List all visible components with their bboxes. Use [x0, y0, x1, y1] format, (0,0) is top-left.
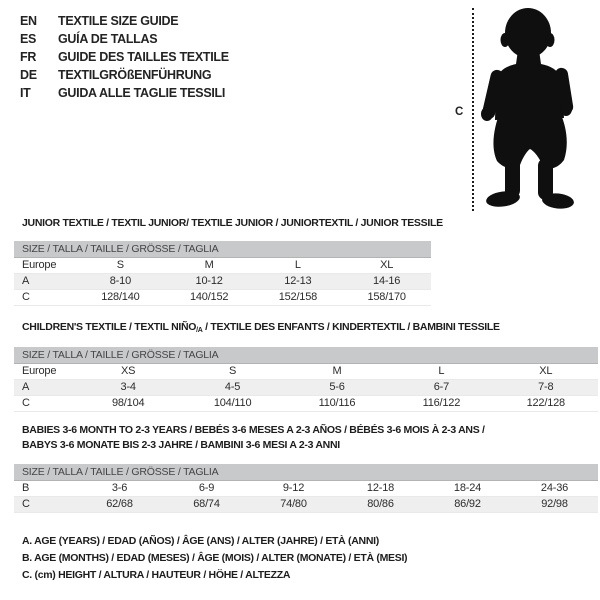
- cell: 62/68: [76, 496, 163, 512]
- cell: 9-12: [250, 480, 337, 496]
- babies-title-line1: BABIES 3-6 MONTH TO 2-3 YEARS / BEBÉS 3-6 MESES A 2-3 AÑOS / BÉBÉS 3-6 MOIS À 2-3 ANS /: [22, 424, 485, 436]
- cell: 74/80: [250, 496, 337, 512]
- cell: 7-8: [494, 379, 598, 395]
- lang-label: GUÍA DE TALLAS: [58, 32, 158, 46]
- lang-label: TEXTILGRÖßENFÜHRUNG: [58, 68, 212, 82]
- row-label: Europe: [14, 257, 76, 273]
- row-label: Europe: [14, 363, 76, 379]
- cell: S: [180, 363, 284, 379]
- row-label: A: [14, 273, 76, 289]
- baby-ear-right: [546, 33, 555, 47]
- table-row: [14, 273, 431, 289]
- note-age-months: B. AGE (MONTHS) / EDAD (MESES) / ÂGE (MOIS) / ALTER (MONATE) / ETÀ (MESI): [22, 552, 408, 564]
- lang-code: FR: [20, 50, 37, 64]
- cell: L: [254, 257, 343, 273]
- cell: 4-5: [180, 379, 284, 395]
- baby-ear-left: [501, 33, 510, 47]
- title-post: / TEXTILE DES ENFANTS / KINDERTEXTIL / BAMBINI TESSILE: [202, 321, 500, 333]
- lang-row-it: [20, 84, 229, 102]
- cell: 6-9: [163, 480, 250, 496]
- cell: 14-16: [342, 273, 431, 289]
- row-label: A: [14, 379, 76, 395]
- size-header-bar: SIZE / TALLA / TAILLE / GRÖSSE / TAGLIA: [14, 464, 598, 480]
- cell: 68/74: [163, 496, 250, 512]
- row-label: B: [14, 480, 76, 496]
- note-age-years: A. AGE (YEARS) / EDAD (AÑOS) / ÂGE (ANS) / ALTER (JAHRE) / ETÀ (ANNI): [22, 535, 379, 547]
- children-table-title: [22, 321, 500, 334]
- lang-label: TEXTILE SIZE GUIDE: [58, 14, 179, 28]
- cell: 92/98: [511, 496, 598, 512]
- table-row: [14, 289, 431, 305]
- baby-torso: [495, 50, 564, 120]
- cell: XS: [76, 363, 180, 379]
- baby-silhouette: [478, 6, 596, 212]
- cell: M: [285, 363, 389, 379]
- row-label: C: [14, 496, 76, 512]
- table-row: [14, 395, 598, 411]
- baby-hand-left: [481, 107, 493, 121]
- legend-notes: [22, 533, 407, 584]
- lang-code: DE: [20, 68, 37, 82]
- cell: 3-4: [76, 379, 180, 395]
- row-label: C: [14, 395, 76, 411]
- lang-label: GUIDE DES TAILLES TEXTILE: [58, 50, 229, 64]
- cell: 3-6: [76, 480, 163, 496]
- size-header-bar: SIZE / TALLA / TAILLE / GRÖSSE / TAGLIA: [14, 347, 598, 363]
- babies-table-title: [22, 423, 485, 452]
- table-row: [14, 379, 598, 395]
- cell: XL: [342, 257, 431, 273]
- cell: 158/170: [342, 289, 431, 305]
- cell: S: [76, 257, 165, 273]
- table-row: [14, 496, 598, 512]
- size-header-bar: SIZE / TALLA / TAILLE / GRÖSSE / TAGLIA: [14, 241, 431, 257]
- cell: 10-12: [165, 273, 254, 289]
- cell: 12-13: [254, 273, 343, 289]
- language-list: [20, 12, 229, 102]
- lang-row-en: [20, 12, 229, 30]
- lang-row-fr: [20, 48, 229, 66]
- junior-table-title: JUNIOR TEXTILE / TEXTIL JUNIOR/ TEXTILE JUNIOR / JUNIORTEXTIL / JUNIOR TESSILE: [22, 217, 443, 229]
- children-table: [14, 347, 598, 412]
- cell: 24-36: [511, 480, 598, 496]
- cell: 122/128: [494, 395, 598, 411]
- babies-title-line2: BABYS 3-6 MONATE BIS 2-3 JAHRE / BAMBINI 3-6 MESI A 2-3 ANNI: [22, 438, 340, 451]
- cell: L: [389, 363, 493, 379]
- row-label: C: [14, 289, 76, 305]
- cell: 80/86: [337, 496, 424, 512]
- junior-table: [14, 241, 431, 306]
- cell: M: [165, 257, 254, 273]
- cell: 110/116: [285, 395, 389, 411]
- lang-label: GUIDA ALLE TAGLIE TESSILI: [58, 86, 226, 100]
- cell: 116/122: [389, 395, 493, 411]
- cell: 152/158: [254, 289, 343, 305]
- table-row: [14, 257, 431, 273]
- height-measure-label: C: [455, 106, 464, 118]
- lang-row-de: [20, 66, 229, 84]
- cell: 18-24: [424, 480, 511, 496]
- cell: 128/140: [76, 289, 165, 305]
- table-row: [14, 480, 598, 496]
- title-pre: CHILDREN'S TEXTILE / TEXTIL NIÑO: [22, 321, 197, 333]
- height-dotted-line: [472, 8, 474, 211]
- cell: 104/110: [180, 395, 284, 411]
- table-row: [14, 363, 598, 379]
- baby-hand-right: [560, 102, 572, 116]
- baby-shorts: [493, 112, 566, 168]
- title-subscript: /A: [196, 327, 203, 334]
- cell: 12-18: [337, 480, 424, 496]
- lang-code: IT: [20, 86, 31, 100]
- babies-table: [14, 464, 598, 513]
- lang-code: ES: [20, 32, 37, 46]
- lang-row-es: [20, 30, 229, 48]
- cell: 140/152: [165, 289, 254, 305]
- note-height-cm: C. (cm) HEIGHT / ALTURA / HAUTEUR / HÖHE / ALTEZZA: [22, 569, 291, 581]
- cell: 6-7: [389, 379, 493, 395]
- cell: 5-6: [285, 379, 389, 395]
- lang-code: EN: [20, 14, 37, 28]
- cell: XL: [494, 363, 598, 379]
- cell: 86/92: [424, 496, 511, 512]
- cell: 98/104: [76, 395, 180, 411]
- cell: 8-10: [76, 273, 165, 289]
